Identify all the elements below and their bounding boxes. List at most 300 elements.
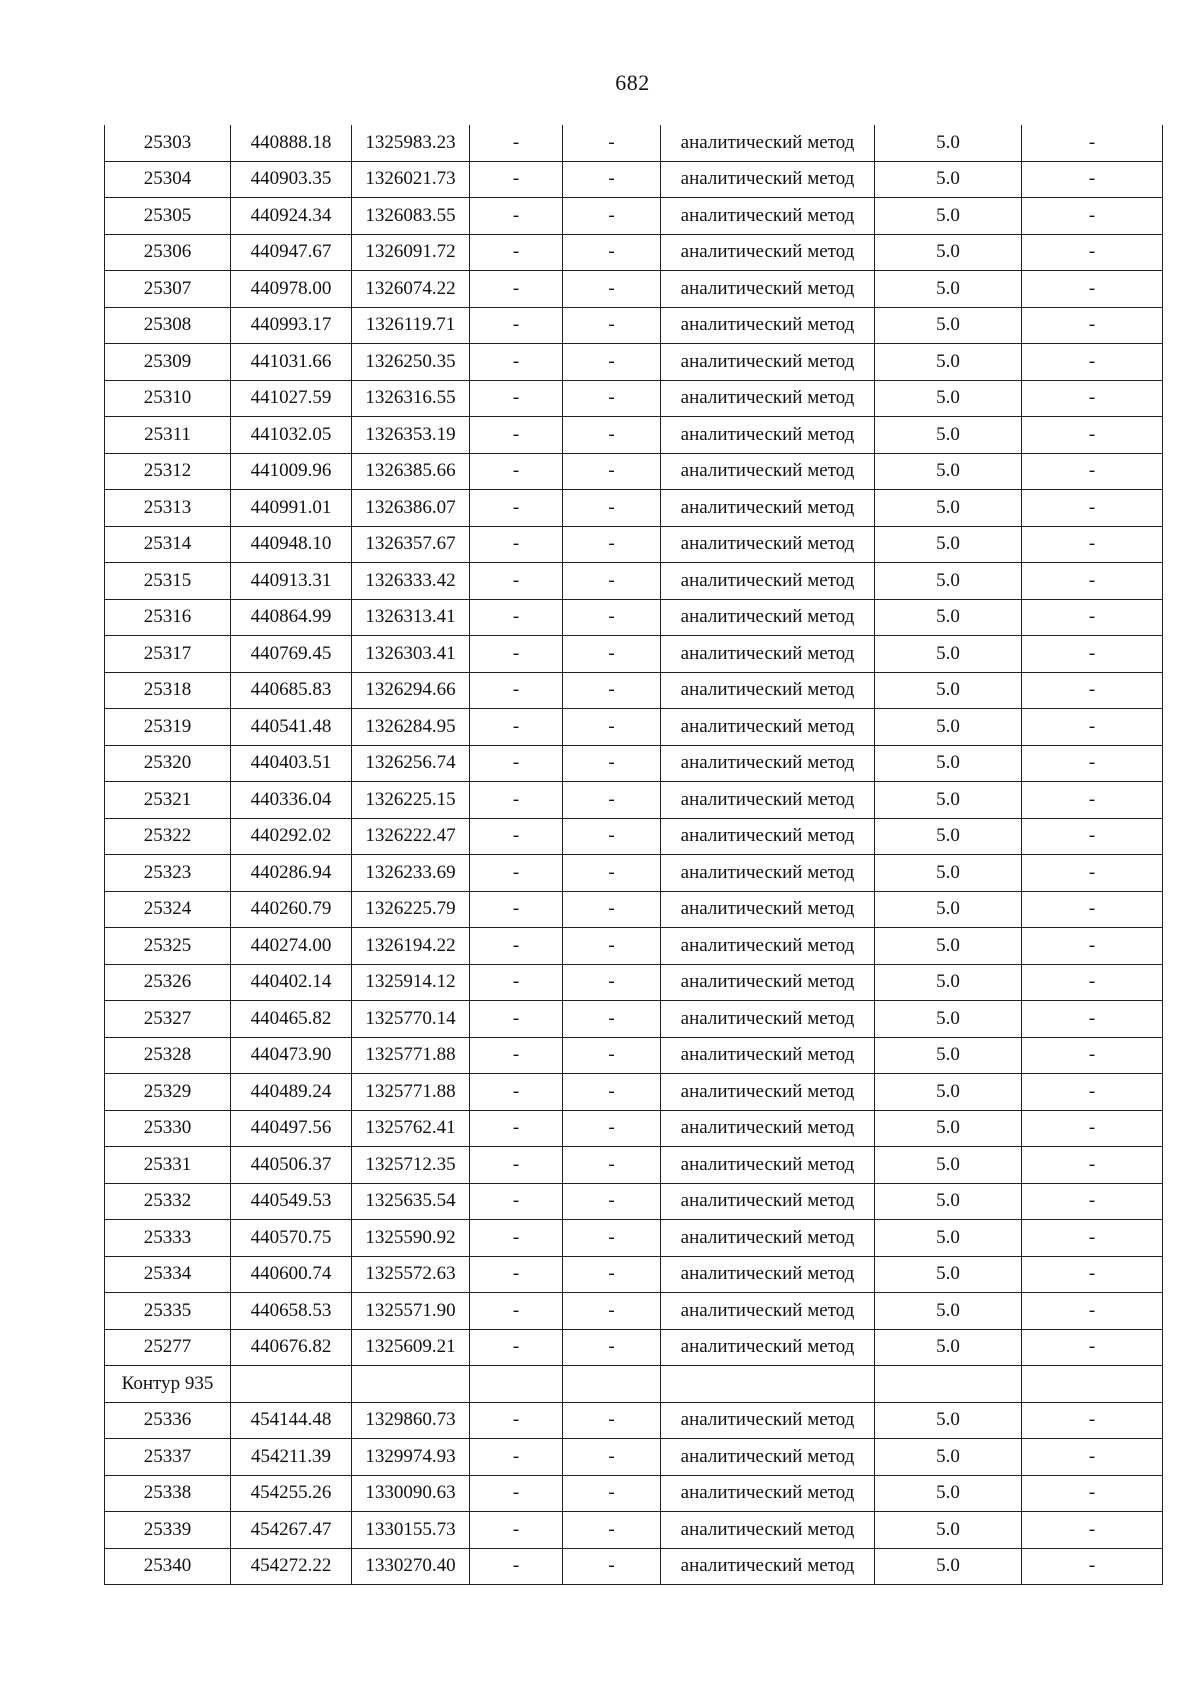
method-cell: аналитический метод [661, 599, 875, 636]
empty-value-cell: - [470, 1037, 563, 1074]
y-coordinate-cell: 1326083.55 [352, 198, 470, 235]
y-coordinate-cell: 1326225.15 [352, 782, 470, 819]
table-row [105, 1512, 1163, 1549]
empty-value-cell: - [470, 161, 563, 198]
empty-value-cell: - [470, 709, 563, 746]
empty-value-cell: - [563, 563, 661, 600]
table-row [105, 1037, 1163, 1074]
table-row [105, 234, 1163, 271]
x-coordinate-cell: 454144.48 [231, 1402, 352, 1439]
empty-value-cell: - [1022, 1548, 1163, 1585]
point-id-cell: 25328 [105, 1037, 231, 1074]
empty-value-cell: - [470, 928, 563, 965]
empty-value-cell: - [470, 818, 563, 855]
y-coordinate-cell: 1325609.21 [352, 1329, 470, 1366]
accuracy-cell: 5.0 [875, 198, 1022, 235]
empty-value-cell: - [1022, 1512, 1163, 1549]
method-cell: аналитический метод [661, 1548, 875, 1585]
table-row [105, 1402, 1163, 1439]
point-id-cell: 25336 [105, 1402, 231, 1439]
empty-value-cell: - [470, 490, 563, 527]
empty-value-cell: - [470, 453, 563, 490]
accuracy-cell: 5.0 [875, 891, 1022, 928]
table-row [105, 1256, 1163, 1293]
empty-value-cell: - [470, 1475, 563, 1512]
accuracy-cell: 5.0 [875, 271, 1022, 308]
x-coordinate-cell: 440864.99 [231, 599, 352, 636]
empty-value-cell: - [1022, 125, 1163, 161]
empty-value-cell: - [1022, 672, 1163, 709]
empty-value-cell: - [470, 1147, 563, 1184]
table-row [105, 490, 1163, 527]
method-cell: аналитический метод [661, 1001, 875, 1038]
method-cell: аналитический метод [661, 1074, 875, 1111]
point-id-cell: 25325 [105, 928, 231, 965]
table-row [105, 672, 1163, 709]
point-id-cell: 25313 [105, 490, 231, 527]
empty-value-cell: - [470, 1256, 563, 1293]
coordinates-table [104, 125, 1163, 1585]
y-coordinate-cell: 1326233.69 [352, 855, 470, 892]
empty-value-cell: - [563, 271, 661, 308]
method-cell: аналитический метод [661, 1256, 875, 1293]
accuracy-cell: 5.0 [875, 1074, 1022, 1111]
table-row [105, 1001, 1163, 1038]
empty-value-cell: - [563, 709, 661, 746]
empty-value-cell: - [470, 891, 563, 928]
table-row [105, 1147, 1163, 1184]
empty-value-cell: - [1022, 782, 1163, 819]
point-id-cell: 25303 [105, 125, 231, 161]
accuracy-cell: 5.0 [875, 1548, 1022, 1585]
x-coordinate-cell: 440658.53 [231, 1293, 352, 1330]
empty-value-cell: - [1022, 1402, 1163, 1439]
x-coordinate-cell: 440286.94 [231, 855, 352, 892]
method-cell: аналитический метод [661, 161, 875, 198]
table-row [105, 271, 1163, 308]
point-id-cell: 25311 [105, 417, 231, 454]
empty-value-cell: - [563, 1220, 661, 1257]
empty-value-cell: - [470, 1074, 563, 1111]
empty-value-cell: - [1022, 453, 1163, 490]
table-row [105, 198, 1163, 235]
table-row [105, 928, 1163, 965]
empty-value-cell: - [563, 526, 661, 563]
empty-value-cell: - [563, 1074, 661, 1111]
empty-value-cell: - [470, 672, 563, 709]
x-coordinate-cell: 454272.22 [231, 1548, 352, 1585]
empty-value-cell: - [563, 599, 661, 636]
table-row [105, 636, 1163, 673]
method-cell: аналитический метод [661, 1512, 875, 1549]
x-coordinate-cell: 441009.96 [231, 453, 352, 490]
table-row [105, 453, 1163, 490]
point-id-cell: 25323 [105, 855, 231, 892]
table-row [105, 380, 1163, 417]
empty-value-cell: - [470, 1439, 563, 1476]
point-id-cell: 25324 [105, 891, 231, 928]
accuracy-cell: 5.0 [875, 417, 1022, 454]
y-coordinate-cell: 1325770.14 [352, 1001, 470, 1038]
accuracy-cell: 5.0 [875, 745, 1022, 782]
x-coordinate-cell: 440403.51 [231, 745, 352, 782]
method-cell: аналитический метод [661, 1220, 875, 1257]
table-row [105, 1110, 1163, 1147]
method-cell: аналитический метод [661, 1329, 875, 1366]
table-row [105, 344, 1163, 381]
empty-value-cell: - [1022, 234, 1163, 271]
accuracy-cell: 5.0 [875, 855, 1022, 892]
accuracy-cell: 5.0 [875, 307, 1022, 344]
empty-value-cell: - [563, 928, 661, 965]
accuracy-cell: 5.0 [875, 1475, 1022, 1512]
y-coordinate-cell: 1326222.47 [352, 818, 470, 855]
y-coordinate-cell: 1326021.73 [352, 161, 470, 198]
table-row [105, 709, 1163, 746]
method-cell: аналитический метод [661, 1439, 875, 1476]
x-coordinate-cell: 454255.26 [231, 1475, 352, 1512]
point-id-cell: 25338 [105, 1475, 231, 1512]
point-id-cell: 25277 [105, 1329, 231, 1366]
y-coordinate-cell: 1325571.90 [352, 1293, 470, 1330]
empty-value-cell: - [470, 1548, 563, 1585]
x-coordinate-cell: 441032.05 [231, 417, 352, 454]
table-row [105, 745, 1163, 782]
empty-value-cell: - [563, 855, 661, 892]
x-coordinate-cell: 441031.66 [231, 344, 352, 381]
empty-value-cell: - [563, 1110, 661, 1147]
accuracy-cell: 5.0 [875, 234, 1022, 271]
x-coordinate-cell: 440465.82 [231, 1001, 352, 1038]
table-row [105, 1183, 1163, 1220]
point-id-cell: 25337 [105, 1439, 231, 1476]
accuracy-cell: 5.0 [875, 490, 1022, 527]
empty-value-cell: - [563, 818, 661, 855]
empty-value-cell: - [470, 1402, 563, 1439]
accuracy-cell: 5.0 [875, 672, 1022, 709]
accuracy-cell: 5.0 [875, 563, 1022, 600]
accuracy-cell: 5.0 [875, 1110, 1022, 1147]
method-cell: аналитический метод [661, 125, 875, 161]
empty-value-cell: - [563, 1293, 661, 1330]
empty-value-cell: - [470, 745, 563, 782]
method-cell: аналитический метод [661, 1475, 875, 1512]
empty-value-cell: - [470, 198, 563, 235]
accuracy-cell: 5.0 [875, 964, 1022, 1001]
empty-value-cell: - [1022, 490, 1163, 527]
method-cell: аналитический метод [661, 636, 875, 673]
point-id-cell: 25307 [105, 271, 231, 308]
contour-label: Контур 935 [105, 1366, 231, 1403]
empty-value-cell: - [563, 891, 661, 928]
y-coordinate-cell: 1326294.66 [352, 672, 470, 709]
method-cell: аналитический метод [661, 855, 875, 892]
x-coordinate-cell: 440600.74 [231, 1256, 352, 1293]
y-coordinate-cell: 1326386.07 [352, 490, 470, 527]
table-row [105, 125, 1163, 161]
empty-value-cell: - [1022, 928, 1163, 965]
empty-value-cell: - [563, 745, 661, 782]
empty-value-cell: - [1022, 709, 1163, 746]
x-coordinate-cell: 440888.18 [231, 125, 352, 161]
empty-value-cell: - [1022, 307, 1163, 344]
empty-value-cell: - [470, 526, 563, 563]
empty-cell [1022, 1366, 1163, 1403]
point-id-cell: 25312 [105, 453, 231, 490]
empty-value-cell: - [470, 1329, 563, 1366]
empty-value-cell: - [1022, 271, 1163, 308]
empty-cell [470, 1366, 563, 1403]
x-coordinate-cell: 440506.37 [231, 1147, 352, 1184]
point-id-cell: 25329 [105, 1074, 231, 1111]
y-coordinate-cell: 1326316.55 [352, 380, 470, 417]
table-row [105, 563, 1163, 600]
x-coordinate-cell: 440769.45 [231, 636, 352, 673]
y-coordinate-cell: 1325914.12 [352, 964, 470, 1001]
x-coordinate-cell: 440570.75 [231, 1220, 352, 1257]
empty-value-cell: - [1022, 1329, 1163, 1366]
table-row [105, 964, 1163, 1001]
y-coordinate-cell: 1326357.67 [352, 526, 470, 563]
point-id-cell: 25326 [105, 964, 231, 1001]
y-coordinate-cell: 1325635.54 [352, 1183, 470, 1220]
method-cell: аналитический метод [661, 271, 875, 308]
empty-value-cell: - [1022, 1001, 1163, 1038]
point-id-cell: 25304 [105, 161, 231, 198]
x-coordinate-cell: 440993.17 [231, 307, 352, 344]
x-coordinate-cell: 440947.67 [231, 234, 352, 271]
method-cell: аналитический метод [661, 1293, 875, 1330]
y-coordinate-cell: 1325590.92 [352, 1220, 470, 1257]
point-id-cell: 25321 [105, 782, 231, 819]
accuracy-cell: 5.0 [875, 344, 1022, 381]
y-coordinate-cell: 1325572.63 [352, 1256, 470, 1293]
empty-value-cell: - [470, 1512, 563, 1549]
point-id-cell: 25322 [105, 818, 231, 855]
table-row [105, 1475, 1163, 1512]
empty-value-cell: - [1022, 1074, 1163, 1111]
empty-value-cell: - [563, 1548, 661, 1585]
x-coordinate-cell: 440913.31 [231, 563, 352, 600]
method-cell: аналитический метод [661, 1183, 875, 1220]
point-id-cell: 25306 [105, 234, 231, 271]
y-coordinate-cell: 1326091.72 [352, 234, 470, 271]
accuracy-cell: 5.0 [875, 636, 1022, 673]
method-cell: аналитический метод [661, 490, 875, 527]
empty-cell [875, 1366, 1022, 1403]
method-cell: аналитический метод [661, 891, 875, 928]
accuracy-cell: 5.0 [875, 1220, 1022, 1257]
method-cell: аналитический метод [661, 1402, 875, 1439]
y-coordinate-cell: 1330155.73 [352, 1512, 470, 1549]
x-coordinate-cell: 440260.79 [231, 891, 352, 928]
empty-value-cell: - [1022, 1293, 1163, 1330]
empty-value-cell: - [470, 344, 563, 381]
empty-value-cell: - [1022, 745, 1163, 782]
accuracy-cell: 5.0 [875, 1183, 1022, 1220]
x-coordinate-cell: 440336.04 [231, 782, 352, 819]
y-coordinate-cell: 1326119.71 [352, 307, 470, 344]
x-coordinate-cell: 440497.56 [231, 1110, 352, 1147]
method-cell: аналитический метод [661, 672, 875, 709]
empty-cell [231, 1366, 352, 1403]
point-id-cell: 25314 [105, 526, 231, 563]
empty-value-cell: - [563, 1439, 661, 1476]
empty-value-cell: - [563, 344, 661, 381]
x-coordinate-cell: 440903.35 [231, 161, 352, 198]
x-coordinate-cell: 440549.53 [231, 1183, 352, 1220]
empty-value-cell: - [1022, 526, 1163, 563]
y-coordinate-cell: 1326225.79 [352, 891, 470, 928]
method-cell: аналитический метод [661, 964, 875, 1001]
empty-value-cell: - [470, 1293, 563, 1330]
accuracy-cell: 5.0 [875, 1037, 1022, 1074]
y-coordinate-cell: 1326256.74 [352, 745, 470, 782]
accuracy-cell: 5.0 [875, 1293, 1022, 1330]
point-id-cell: 25333 [105, 1220, 231, 1257]
empty-value-cell: - [563, 1329, 661, 1366]
empty-value-cell: - [563, 672, 661, 709]
y-coordinate-cell: 1326333.42 [352, 563, 470, 600]
accuracy-cell: 5.0 [875, 1001, 1022, 1038]
x-coordinate-cell: 454267.47 [231, 1512, 352, 1549]
x-coordinate-cell: 440685.83 [231, 672, 352, 709]
point-id-cell: 25339 [105, 1512, 231, 1549]
empty-cell [661, 1366, 875, 1403]
empty-value-cell: - [563, 490, 661, 527]
x-coordinate-cell: 440978.00 [231, 271, 352, 308]
y-coordinate-cell: 1330270.40 [352, 1548, 470, 1585]
point-id-cell: 25340 [105, 1548, 231, 1585]
empty-value-cell: - [563, 1037, 661, 1074]
empty-value-cell: - [1022, 380, 1163, 417]
empty-value-cell: - [470, 271, 563, 308]
point-id-cell: 25320 [105, 745, 231, 782]
empty-value-cell: - [1022, 1475, 1163, 1512]
table-row [105, 417, 1163, 454]
empty-value-cell: - [470, 563, 563, 600]
point-id-cell: 25308 [105, 307, 231, 344]
table-row [105, 1293, 1163, 1330]
empty-value-cell: - [1022, 855, 1163, 892]
empty-value-cell: - [563, 380, 661, 417]
empty-value-cell: - [563, 782, 661, 819]
empty-value-cell: - [470, 855, 563, 892]
table-row [105, 599, 1163, 636]
table-row [105, 526, 1163, 563]
empty-value-cell: - [1022, 563, 1163, 600]
accuracy-cell: 5.0 [875, 161, 1022, 198]
method-cell: аналитический метод [661, 745, 875, 782]
empty-value-cell: - [1022, 1220, 1163, 1257]
contour-header-row [105, 1366, 1163, 1403]
empty-value-cell: - [563, 1512, 661, 1549]
empty-value-cell: - [563, 636, 661, 673]
empty-value-cell: - [1022, 599, 1163, 636]
accuracy-cell: 5.0 [875, 380, 1022, 417]
empty-value-cell: - [470, 234, 563, 271]
empty-cell [563, 1366, 661, 1403]
y-coordinate-cell: 1329860.73 [352, 1402, 470, 1439]
point-id-cell: 25309 [105, 344, 231, 381]
point-id-cell: 25316 [105, 599, 231, 636]
point-id-cell: 25334 [105, 1256, 231, 1293]
x-coordinate-cell: 440676.82 [231, 1329, 352, 1366]
empty-value-cell: - [563, 234, 661, 271]
y-coordinate-cell: 1329974.93 [352, 1439, 470, 1476]
point-id-cell: 25335 [105, 1293, 231, 1330]
accuracy-cell: 5.0 [875, 1512, 1022, 1549]
empty-value-cell: - [563, 1402, 661, 1439]
accuracy-cell: 5.0 [875, 818, 1022, 855]
empty-value-cell: - [563, 1183, 661, 1220]
empty-value-cell: - [470, 782, 563, 819]
method-cell: аналитический метод [661, 526, 875, 563]
accuracy-cell: 5.0 [875, 453, 1022, 490]
table-row [105, 1329, 1163, 1366]
y-coordinate-cell: 1330090.63 [352, 1475, 470, 1512]
method-cell: аналитический метод [661, 1110, 875, 1147]
empty-value-cell: - [1022, 1183, 1163, 1220]
accuracy-cell: 5.0 [875, 1147, 1022, 1184]
table-row [105, 1220, 1163, 1257]
method-cell: аналитический метод [661, 928, 875, 965]
table-row [105, 307, 1163, 344]
empty-cell [352, 1366, 470, 1403]
empty-value-cell: - [563, 161, 661, 198]
table-row [105, 1439, 1163, 1476]
empty-value-cell: - [563, 453, 661, 490]
x-coordinate-cell: 440489.24 [231, 1074, 352, 1111]
method-cell: аналитический метод [661, 307, 875, 344]
empty-value-cell: - [1022, 636, 1163, 673]
empty-value-cell: - [1022, 964, 1163, 1001]
empty-value-cell: - [563, 198, 661, 235]
x-coordinate-cell: 440991.01 [231, 490, 352, 527]
empty-value-cell: - [1022, 161, 1163, 198]
method-cell: аналитический метод [661, 782, 875, 819]
y-coordinate-cell: 1325762.41 [352, 1110, 470, 1147]
point-id-cell: 25330 [105, 1110, 231, 1147]
empty-value-cell: - [470, 599, 563, 636]
method-cell: аналитический метод [661, 344, 875, 381]
y-coordinate-cell: 1326250.35 [352, 344, 470, 381]
y-coordinate-cell: 1326385.66 [352, 453, 470, 490]
point-id-cell: 25327 [105, 1001, 231, 1038]
empty-value-cell: - [1022, 1439, 1163, 1476]
x-coordinate-cell: 440292.02 [231, 818, 352, 855]
empty-value-cell: - [1022, 417, 1163, 454]
empty-value-cell: - [470, 417, 563, 454]
empty-value-cell: - [1022, 1037, 1163, 1074]
empty-value-cell: - [563, 1475, 661, 1512]
empty-value-cell: - [1022, 891, 1163, 928]
table-row [105, 891, 1163, 928]
empty-value-cell: - [563, 1001, 661, 1038]
accuracy-cell: 5.0 [875, 709, 1022, 746]
empty-value-cell: - [563, 1256, 661, 1293]
point-id-cell: 25331 [105, 1147, 231, 1184]
accuracy-cell: 5.0 [875, 928, 1022, 965]
accuracy-cell: 5.0 [875, 125, 1022, 161]
accuracy-cell: 5.0 [875, 1439, 1022, 1476]
table-row [105, 782, 1163, 819]
x-coordinate-cell: 440948.10 [231, 526, 352, 563]
table-row [105, 818, 1163, 855]
y-coordinate-cell: 1325771.88 [352, 1074, 470, 1111]
x-coordinate-cell: 440402.14 [231, 964, 352, 1001]
y-coordinate-cell: 1326313.41 [352, 599, 470, 636]
